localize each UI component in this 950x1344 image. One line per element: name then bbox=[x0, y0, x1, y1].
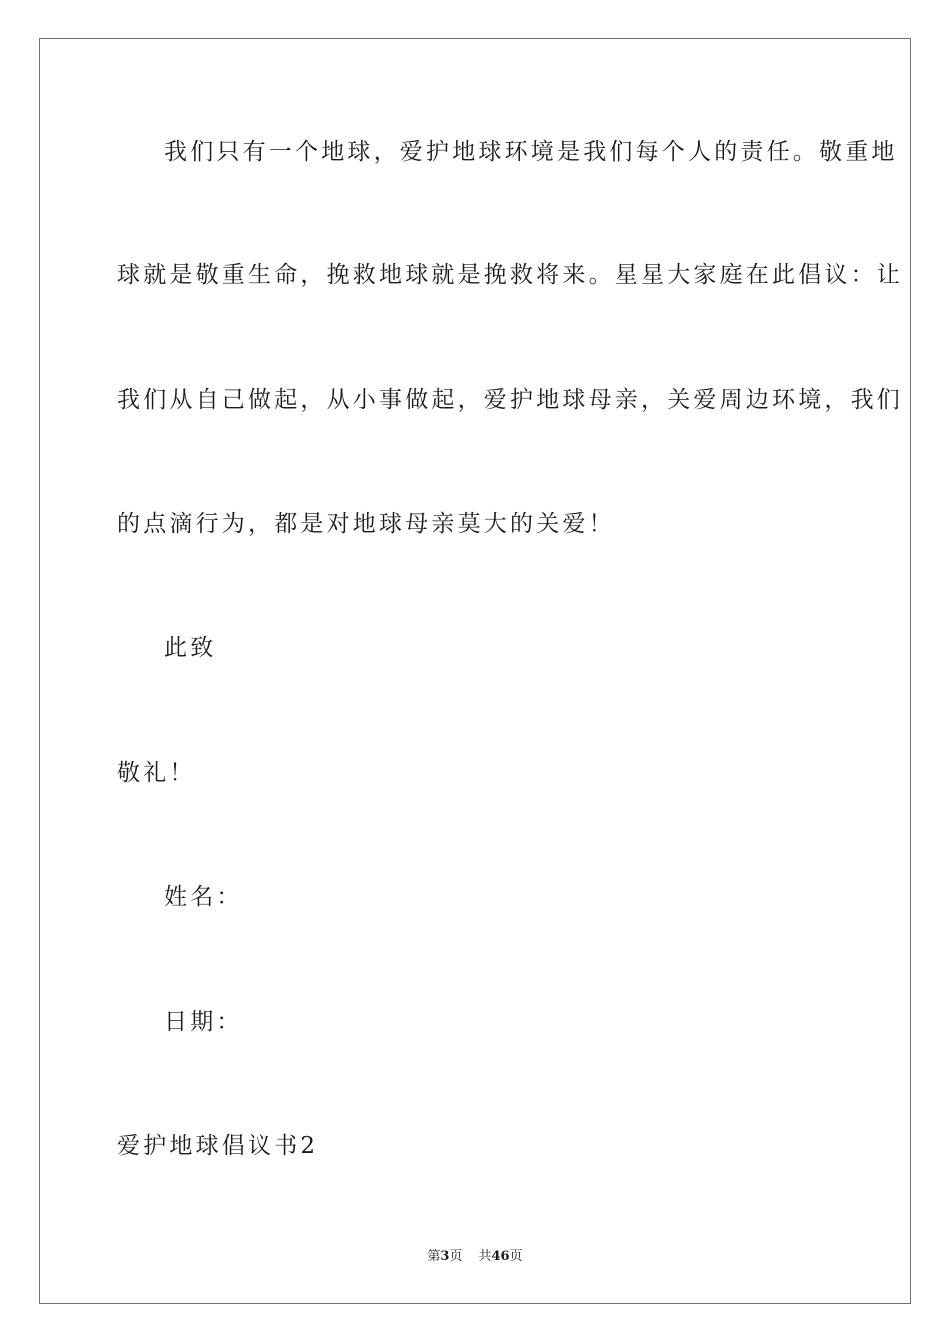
paragraph-line-3: 我们从自己做起，从小事做起，爱护地球母亲，关爱周边环境，我们 bbox=[117, 387, 903, 413]
closing-text: 此致 bbox=[164, 635, 217, 661]
paragraph-line-4: 的点滴行为，都是对地球母亲莫大的关爱！ bbox=[117, 511, 615, 537]
next-section-title: 爱护地球倡议书2 bbox=[117, 1133, 319, 1159]
footer-page-number: 3 bbox=[440, 1249, 450, 1264]
footer-page-suffix: 页 bbox=[449, 1249, 463, 1264]
salute-text: 敬礼！ bbox=[117, 760, 196, 786]
page-footer bbox=[0, 1248, 950, 1266]
name-label: 姓名： bbox=[164, 884, 243, 910]
footer-total-suffix: 页 bbox=[509, 1249, 523, 1264]
footer-total-pages: 46 bbox=[491, 1249, 510, 1264]
footer-page-prefix: 第 bbox=[427, 1249, 441, 1264]
footer-total-prefix: 共 bbox=[478, 1249, 492, 1264]
date-label: 日期： bbox=[164, 1009, 243, 1035]
paragraph-line-1: 我们只有一个地球，爱护地球环境是我们每个人的责任。敬重地 bbox=[164, 139, 898, 165]
page-frame bbox=[39, 38, 911, 1304]
paragraph-line-2: 球就是敬重生命，挽救地球就是挽救将来。星星大家庭在此倡议：让 bbox=[117, 262, 903, 288]
